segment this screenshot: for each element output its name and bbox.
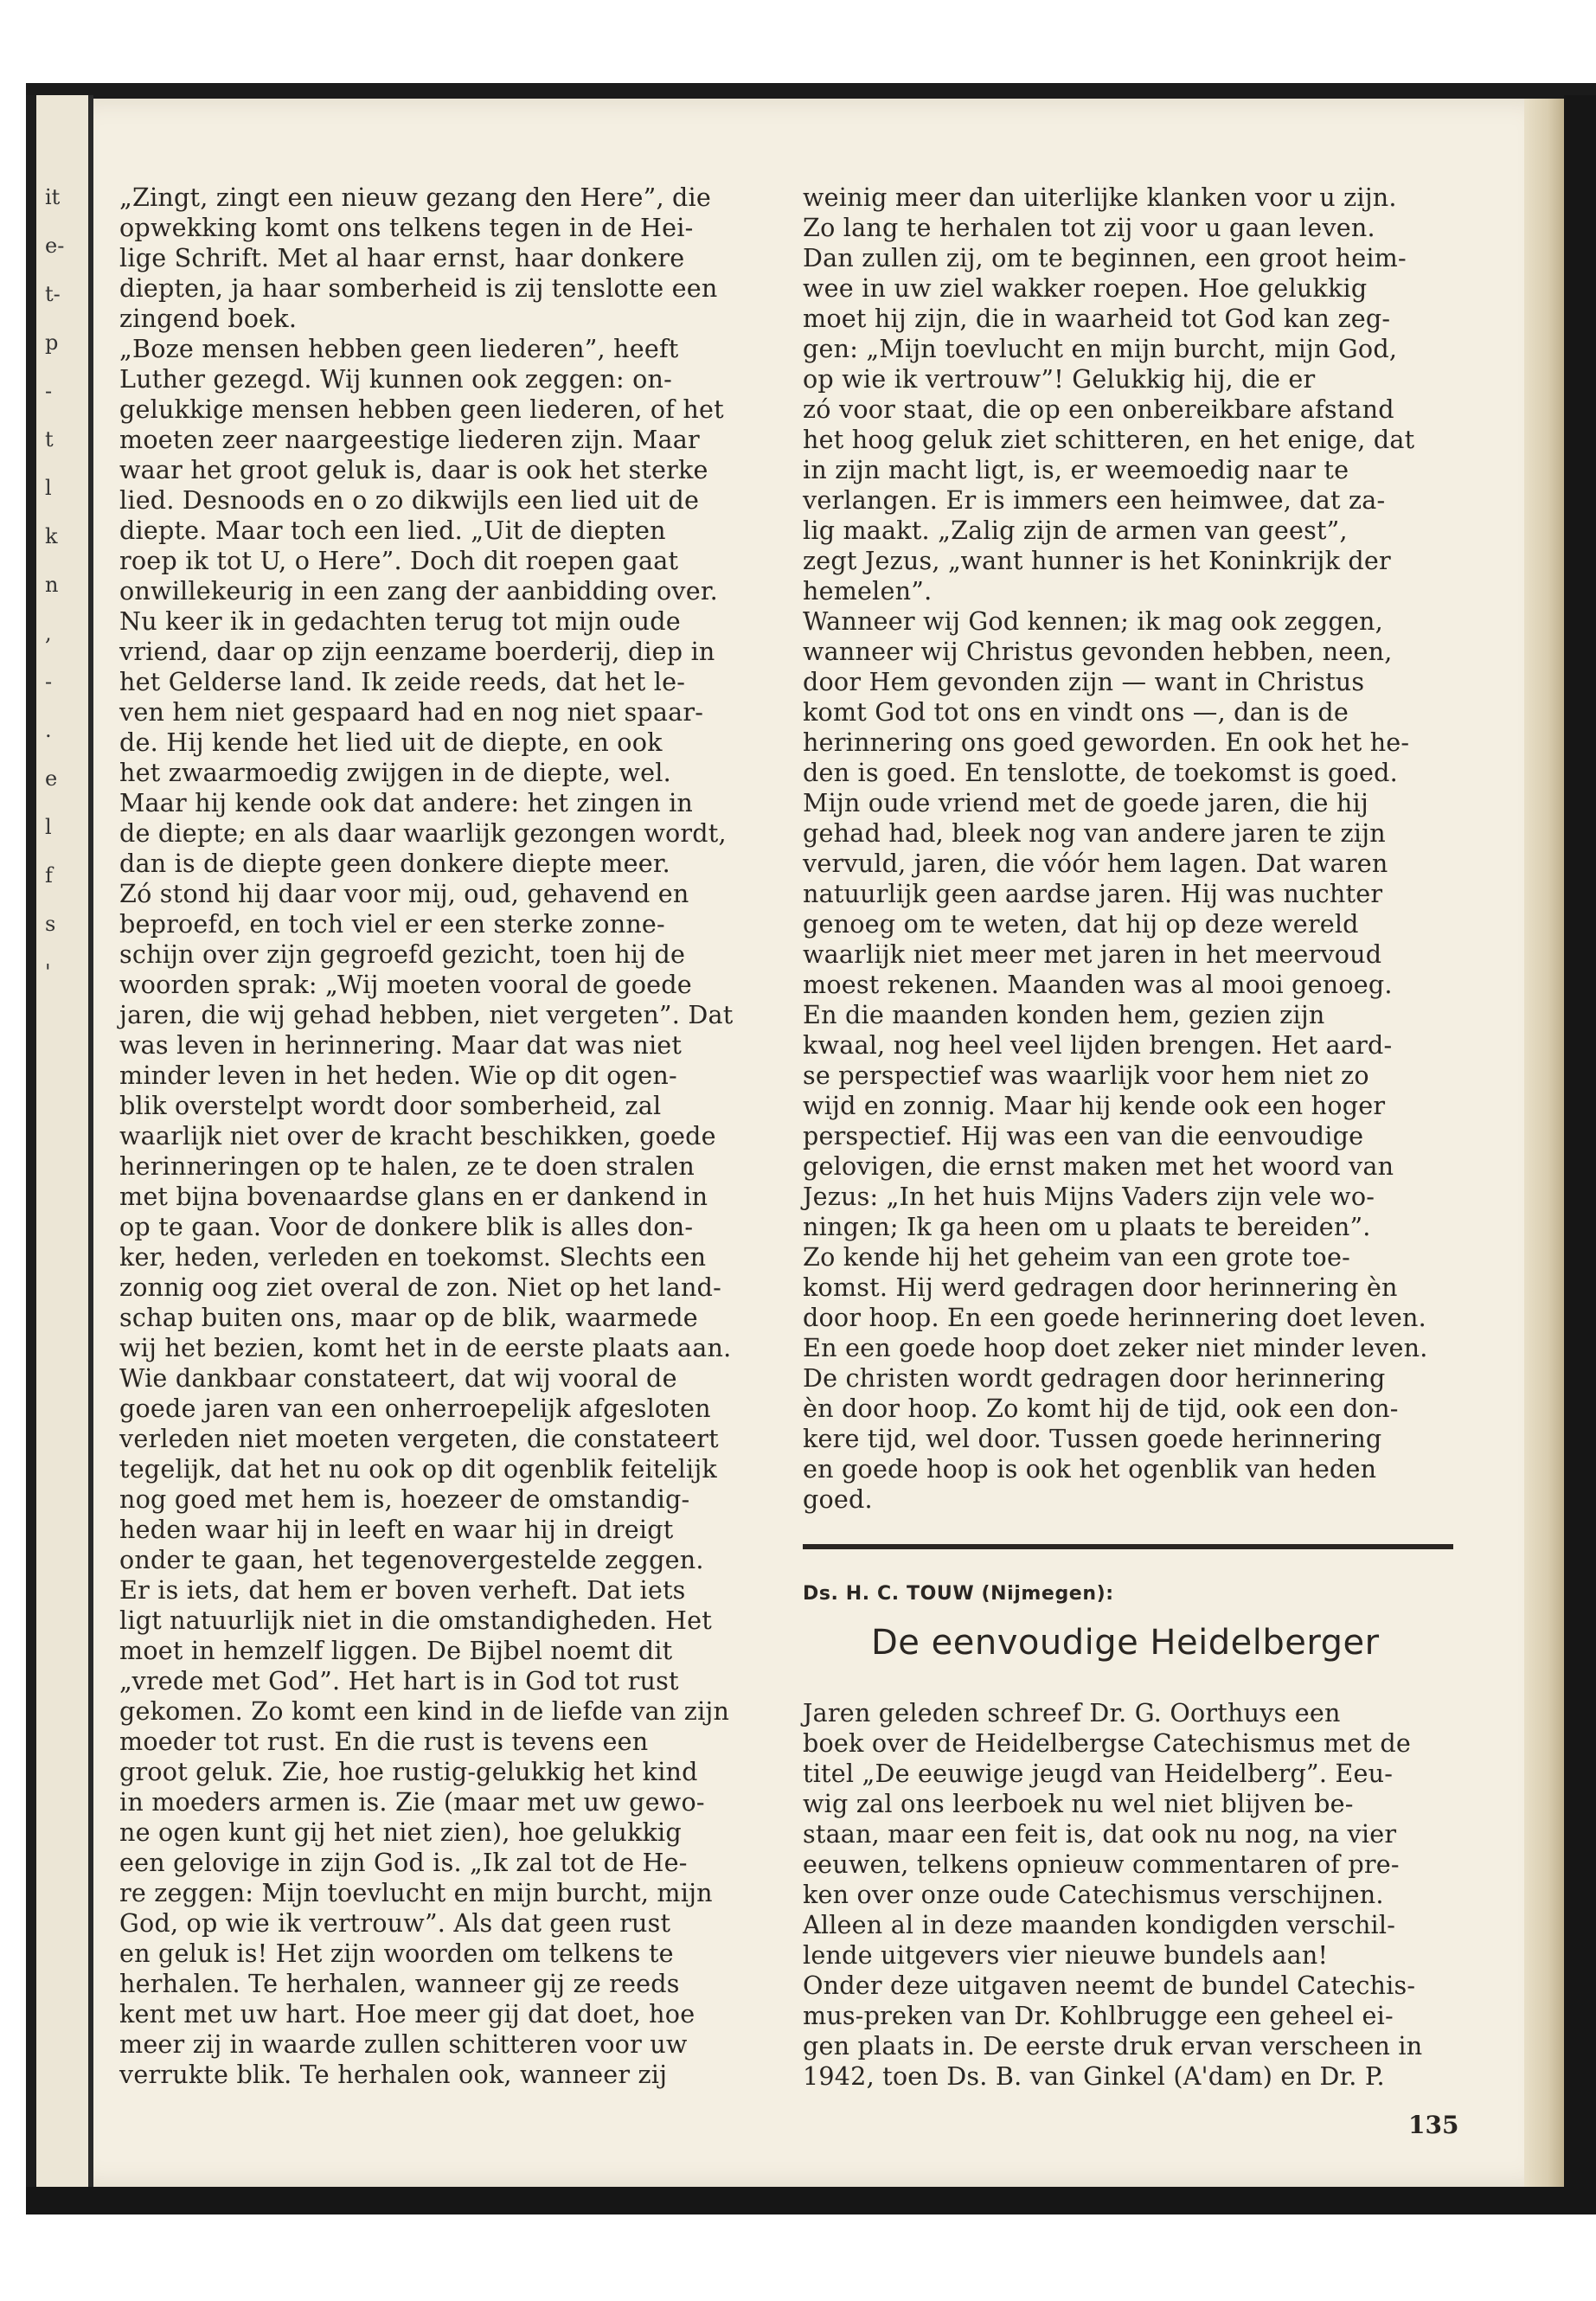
- paragraph: Onder deze uitgaven neemt de bundel Catechis- mus-preken van Dr. Kohlbrugge een geheel ei- gen plaats in. De eerste druk ervan verscheen in 1942, toen Ds. B. van Ginkel (A'dam) en Dr. P.: [803, 1971, 1423, 2091]
- margin-fragment: t-: [45, 282, 61, 306]
- paragraph: Nu keer ik in gedachten terug tot mijn oude vriend, daar op zijn eenzame boerderij, diep in het Gelderse land. Ik zeide reeds, dat het le- ven hem niet gespaard had en nog niet spaar- de. Hij kende het lied uit de diepte, en ook het zwaarmoedig zwijgen in de diepte, wel. Maar hij kende ook dat andere: het zingen in de diepte; en als daar waarlijk gezongen wordt, dan is de diepte geen donkere diepte meer. Zó stond hij daar voor mij, oud, gehavend en beproefd, en toch viel er een sterke zonne- schijn over zijn gegroefd gezicht, toen hij de woorden sprak: „Wij moeten vooral de goede jaren, die wij gehad hebben, niet vergeten”. Dat was leven in herinnering. Maar dat was niet minder leven in het heden. Wie op dit ogen- blik overstelpt wordt door somberheid, zal waarlijk niet over de kracht beschikken, goede herinneringen op te halen, ze te doen stralen met bijna bovenaardse glans en er dankend in op te gaan. Voor de donkere blik is alles don- ker, heden, verleden en toekomst. Slechts een zonnig oog ziet overal de zon. Niet op het land- schap buiten ons, maar op de blik, waarmede wij het bezien, komt het in de eerste plaats aan. Wie dankbaar constateert, dat wij vooral de goede jaren van een onherroepelijk afgesloten verleden niet moeten vergeten, die constateert tegelijk, dat het nu ook op dit ogenblik feitelijk nog goed met hem is, hoezeer de omstandig- heden waar hij in leeft en waar hij in dreigt onder te gaan, het tegenovergestelde zeggen. Er is iets, dat hem er boven verheft. Dat iets ligt natuurlijk niet in die omstandigheden. Het moet in hemzelf liggen. De Bijbel noemt dit „vrede met God”. Het hart is in God tot rust gekomen. Zo komt een kind in de liefde van zijn moeder tot rust. En die rust is tevens een groot geluk. Zie, hoe rustig-gelukkig het kind in moeders armen is. Zie (maar met uw gewo- ne ogen kunt gij het niet zien), hoe gelukkig een gelovige in zijn God is. „Ik zal tot de He- re zeggen: Mijn toevlucht en mijn burcht, mijn God, op wie ik vertrouw”. Als dat geen rust en geluk is! Het zijn woorden om telkens te herhalen. Te herhalen, wanneer gij ze reeds kent met uw hart. Hoe meer gij dat doet, hoe meer zij in waarde zullen schitteren voor uw verrukte blik. Te herhalen ook, wanneer zij: [119, 606, 734, 2089]
- paragraph: „Zingt, zingt een nieuw gezang den Here”, die opwekking komt ons telkens tegen in de Hei- lige Schrift. Met al haar ernst, haar donkere diepten, ja haar somberheid is zij tenslotte een zingend boek.: [119, 183, 718, 333]
- paragraph: Wanneer wij God kennen; ik mag ook zeggen, wanneer wij Christus gevonden hebben, neen, door Hem gevonden zijn — want in Christus komt God tot ons en vindt ons —, dan is de herinnering ons goed geworden. En ook het he- den is goed. En tenslotte, de toekomst is goed. Mijn oude vriend met de goede jaren, die hij gehad had, bleek nog van andere jaren te zijn vervuld, jaren, die vóór hem lagen. Dat waren natuurlijk geen aardse jaren. Hij was nuchter genoeg om te weten, dat hij op deze wereld waarlijk niet meer met jaren in het meervoud moest rekenen. Maanden was al mooi genoeg. En die maanden konden hem, gezien zijn kwaal, nog heel veel lijden brengen. Het aard- se perspectief was waarlijk voor hem niet zo wijd en zonnig. Maar hij kende ook een hoger perspectief. Hij was een van die eenvoudige gelovigen, die ernst maken met het woord van Jezus: „In het huis Mijns Vaders zijn vele wo- ningen; Ik ga heen om u plaats te bereiden”. Zo kende hij het geheim van een grote toe- komst. Hij werd gedragen door herinnering èn door hoop. En een goede herinnering doet leven. En een goede hoop doet zeker niet minder leven. De christen wordt gedragen door herinnering èn door hoop. Zo komt hij de tijd, ook een don- kere tijd, wel door. Tussen goede herinnering en goede hoop is ook het ogenblik van heden goed.: [803, 606, 1428, 1514]
- paragraph: „Boze mensen hebben geen liederen”, heeft Luther gezegd. Wij kunnen ook zeggen: on- gelukkige mensen hebben geen liederen, of het moeten zeer naargeestige liederen zijn. Maar waar het groot geluk is, daar is ook het sterke lied. Desnoods en o zo dikwijls een lied uit de diepte. Maar toch een lied. „Uit de diepten roep ik tot U, o Here”. Doch dit roepen gaat onwillekeurig in een zang der aanbidding over.: [119, 334, 724, 606]
- margin-fragment: -: [45, 379, 53, 403]
- scan-border-right: [1564, 95, 1596, 2214]
- article-byline: Ds. H. C. TOUW (Nijmegen):: [803, 1583, 1114, 1605]
- left-text-column: [119, 183, 760, 2090]
- article-body: [803, 1698, 1453, 2092]
- margin-fragment: ': [45, 960, 51, 984]
- margin-fragment: p: [45, 330, 59, 355]
- margin-fragment: ,: [45, 621, 52, 645]
- previous-page-fragments: [45, 173, 80, 997]
- margin-fragment: n: [45, 573, 59, 597]
- margin-fragment: -: [45, 670, 53, 694]
- page-curl-edge: [1524, 99, 1564, 2187]
- margin-fragment: l: [45, 815, 52, 839]
- margin-fragment: t: [45, 427, 54, 452]
- paragraph: weinig meer dan uiterlijke klanken voor u zijn. Zo lang te herhalen tot zij voor u gaan leven. Dan zullen zij, om te beginnen, een groot heim- wee in uw ziel wakker roepen. Hoe gelukkig moet hij zijn, die in waarheid tot God kan zeg- gen: „Mijn toevlucht en mijn burcht, mijn God, op wie ik vertrouw”! Gelukkig hij, die er zó voor staat, die op een onbereikbare afstand het hoog geluk ziet schitteren, en het enige, dat in zijn macht ligt, is, er weemoedig naar te verlangen. Er is immers een heimwee, dat za- lig maakt. „Zalig zijn de armen van geest”, zegt Jezus, „want hunner is het Koninkrijk der hemelen”.: [803, 183, 1415, 606]
- margin-fragment: .: [45, 718, 52, 742]
- paragraph: Jaren geleden schreef Dr. G. Oorthuys een boek over de Heidelbergse Catechismus met de titel „De eeuwige jeugd van Heidelberg”. Eeu- wig zal ons leerboek nu wel niet blijven be- staan, maar een feit is, dat ook nu nog, na vier eeuwen, telkens opnieuw commentaren of pre- ken over onze oude Catechismus verschijnen. Alleen al in deze maanden kondigden verschil- lende uitgevers vier nieuwe bundels aan!: [803, 1698, 1411, 1970]
- margin-fragment: s: [45, 912, 56, 936]
- margin-fragment: e: [45, 766, 58, 791]
- scan-border-left: [26, 95, 36, 2206]
- section-divider: [803, 1544, 1453, 1549]
- page-number: 135: [1408, 2111, 1459, 2139]
- margin-fragment: it: [45, 185, 61, 209]
- scan-border-bottom: [26, 2187, 1566, 2214]
- margin-fragment: k: [45, 524, 58, 548]
- right-text-column: [803, 183, 1453, 1515]
- article-title: De eenvoudige Heidelberger: [871, 1623, 1380, 1663]
- margin-fragment: e-: [45, 234, 65, 258]
- margin-fragment: l: [45, 476, 52, 500]
- margin-fragment: f: [45, 863, 53, 888]
